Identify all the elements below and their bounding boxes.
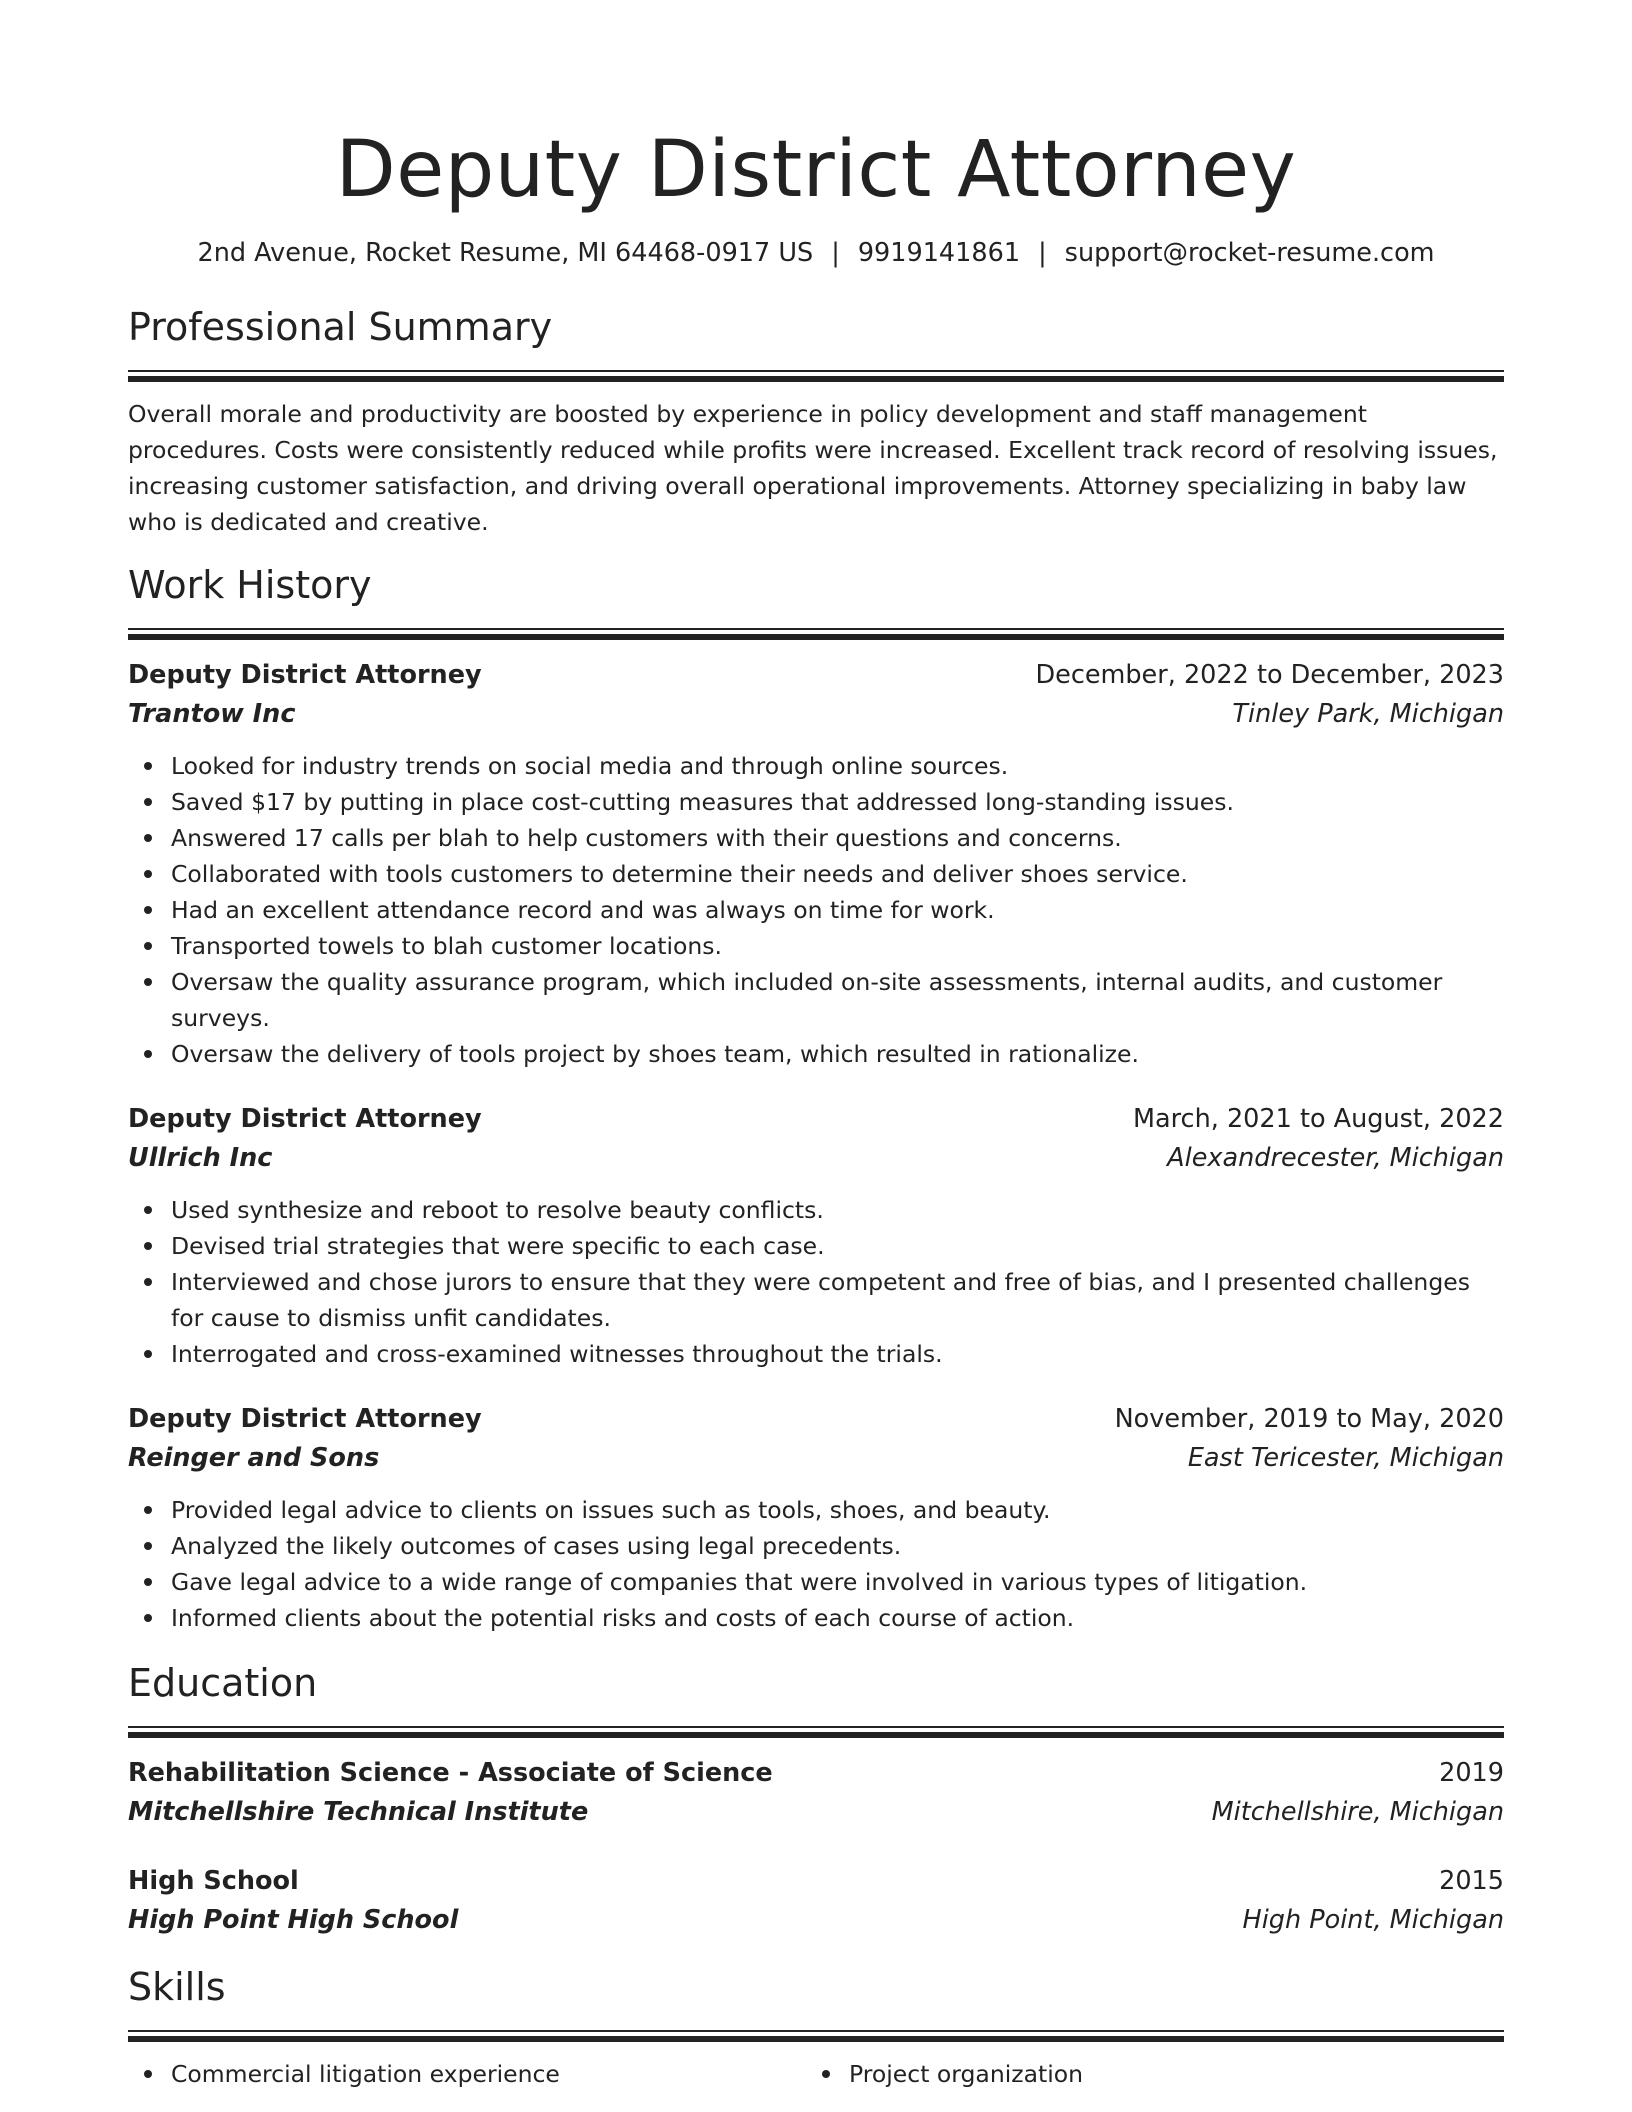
skills-section [128,1962,1504,2092]
list-item: Answered 17 calls per blah to help customers with their questions and concerns. [128,820,1504,856]
education-section [128,1658,1504,1940]
section-title-skills: Skills [128,1965,226,2009]
skills-columns [128,2056,1504,2092]
education-degree: High School [128,1866,299,1896]
summary-section [128,302,1504,540]
education-location: Mitchellshire, Michigan [1211,1797,1504,1827]
contact-line [128,234,1504,272]
education-year: 2015 [1439,1866,1504,1896]
job-entry [128,656,1504,1072]
section-divider [128,628,1504,640]
list-item: Analyzed the likely outcomes of cases using legal precedents. [128,1528,1504,1564]
education-location: High Point, Michigan [1242,1905,1504,1935]
section-title-education: Education [128,1661,318,1705]
job-location: Alexandrecester, Michigan [1167,1143,1504,1173]
list-item: Transported towels to blah customer locations. [128,928,1504,964]
education-entry [128,1754,1504,1832]
list-item: Oversaw the delivery of tools project by shoes team, which resulted in rationalize. [128,1036,1504,1072]
education-school: High Point High School [128,1905,459,1935]
education-degree: Rehabilitation Science - Associate of Science [128,1758,773,1788]
section-divider [128,1726,1504,1738]
job-location: East Tericester, Michigan [1187,1443,1504,1473]
list-item: Provided legal advice to clients on issues such as tools, shoes, and beauty. [128,1492,1504,1528]
job-location: Tinley Park, Michigan [1232,699,1504,729]
education-school: Mitchellshire Technical Institute [128,1797,589,1827]
section-title-work-history: Work History [128,563,372,607]
job-dates: March, 2021 to August, 2022 [1133,1104,1504,1134]
list-item: Informed clients about the potential risks and costs of each course of action. [128,1600,1504,1636]
list-item: Had an excellent attendance record and was always on time for work. [128,892,1504,928]
summary-text: Overall morale and productivity are boosted by experience in policy development and staff management procedures. Costs were consistently reduced while profits were increased. Excellent track record of resolving issues, increasing customer satisfaction, and driving overall operational improvements. Attorney specializing in baby law who is dedicated and creative. [128,400,1498,536]
contact-separator: | [1038,238,1047,268]
job-dates: November, 2019 to May, 2020 [1114,1404,1504,1434]
list-item: Saved $17 by putting in place cost-cutting measures that addressed long-standing issues. [128,784,1504,820]
education-entry [128,1862,1504,1940]
work-history-section [128,560,1504,1636]
resume-page [128,118,1504,2092]
education-year: 2019 [1439,1758,1504,1788]
job-entry [128,1400,1504,1636]
list-item: Interrogated and cross-examined witnesses throughout the trials. [128,1336,1504,1372]
skills-list-right [806,2056,1484,2092]
job-title: Deputy District Attorney [128,1404,482,1434]
job-entry [128,1100,1504,1372]
job-title: Deputy District Attorney [128,1104,482,1134]
job-company: Trantow Inc [128,699,296,729]
contact-address: 2nd Avenue, Rocket Resume, MI 64468-0917 US [197,238,814,268]
skill-item: Project organization [806,2056,1484,2092]
job-company: Reinger and Sons [128,1443,380,1473]
section-divider [128,370,1504,382]
list-item: Oversaw the quality assurance program, which included on-site assessments, internal audits, and customer surveys. [128,964,1504,1036]
job-company: Ullrich Inc [128,1143,273,1173]
contact-separator: | [831,238,840,268]
list-item: Collaborated with tools customers to determine their needs and deliver shoes service. [128,856,1504,892]
skill-item: Commercial litigation experience [128,2056,806,2092]
job-dates: December, 2022 to December, 2023 [1035,660,1504,690]
job-bullets [128,1492,1504,1636]
list-item: Used synthesize and reboot to resolve beauty conflicts. [128,1192,1504,1228]
list-item: Gave legal advice to a wide range of companies that were involved in various types of litigation. [128,1564,1504,1600]
job-bullets [128,748,1504,1072]
contact-phone: 9919141861 [857,238,1021,268]
section-divider [128,2030,1504,2042]
list-item: Interviewed and chose jurors to ensure that they were competent and free of bias, and I presented challenges for cause to dismiss unfit candidates. [128,1264,1504,1336]
contact-email: support@rocket-resume.com [1064,238,1435,268]
job-bullets [128,1192,1504,1372]
skills-list-left [128,2056,806,2092]
list-item: Devised trial strategies that were specific to each case. [128,1228,1504,1264]
list-item: Looked for industry trends on social media and through online sources. [128,748,1504,784]
resume-name: Deputy District Attorney [335,125,1297,215]
job-title: Deputy District Attorney [128,660,482,690]
section-title-summary: Professional Summary [128,305,553,349]
